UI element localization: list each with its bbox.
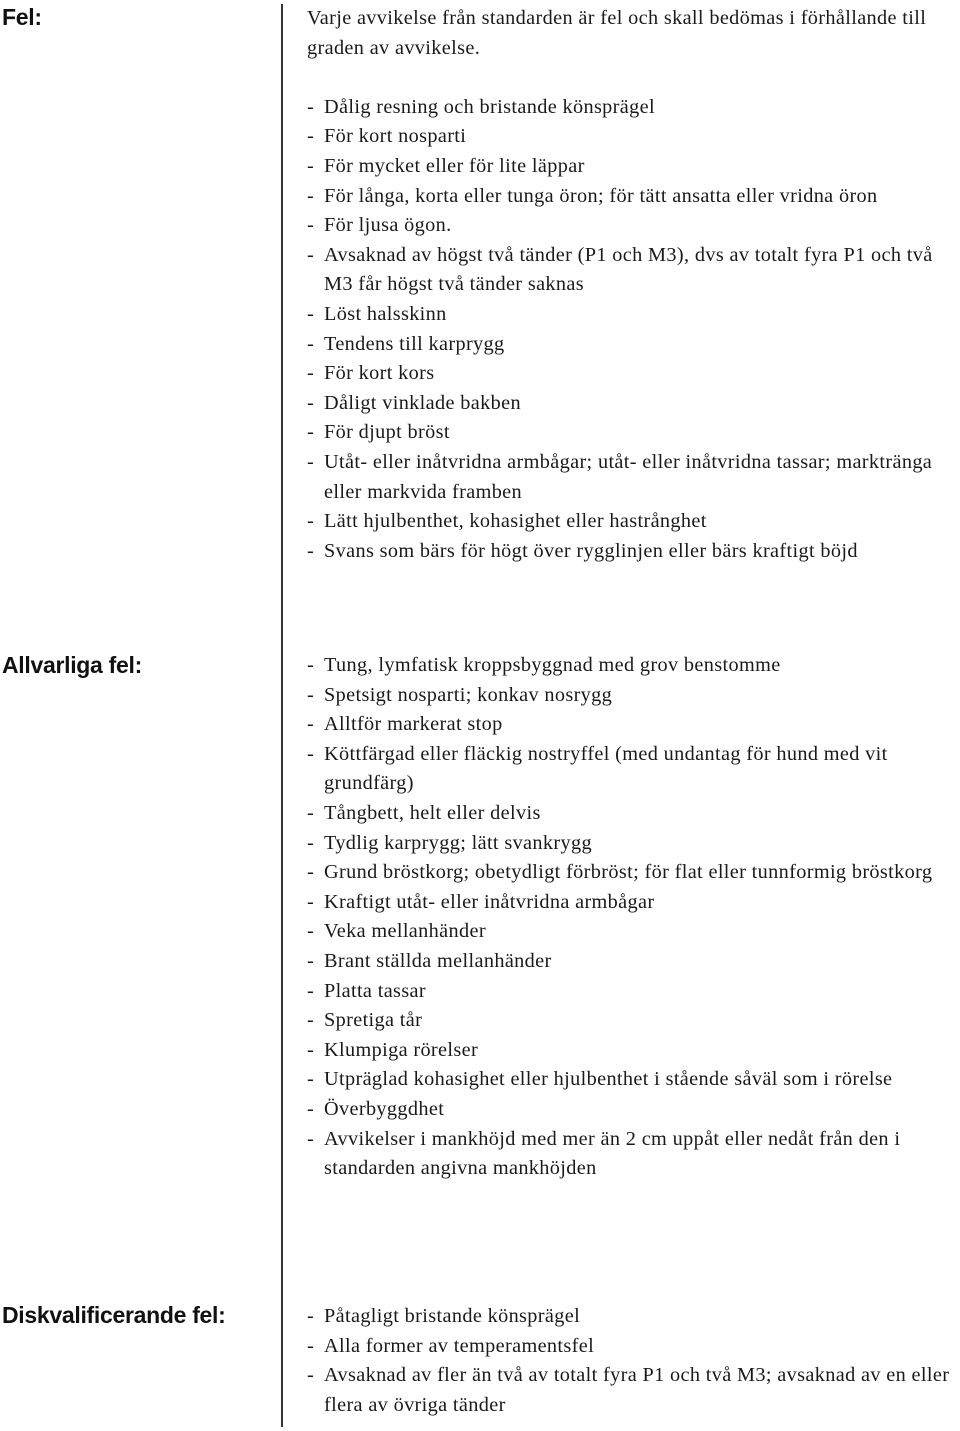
list-item: - Brant ställda mellanhänder <box>307 947 959 977</box>
list-item: - Lätt hjulbenthet, kohasighet eller hastrånghet <box>307 507 959 537</box>
section-content-diskvalificerande-fel <box>307 1302 959 1420</box>
list-item: - Avsaknad av fler än två av totalt fyra P1 och två M3; avsaknad av en eller flera av övriga tänder <box>307 1361 959 1420</box>
section-heading-diskvalificerande-fel: Diskvalificerande fel: <box>2 1302 226 1328</box>
list-item: - Dåligt vinklade bakben <box>307 389 959 419</box>
list-item: - För långa, korta eller tunga öron; för tätt ansatta eller vridna öron <box>307 182 959 212</box>
list-item: - Svans som bärs för högt över rygglinjen eller bärs kraftigt böjd <box>307 537 959 567</box>
list-item: - Alla former av temperamentsfel <box>307 1332 959 1362</box>
list-item: - Spretiga tår <box>307 1006 959 1036</box>
serious-fault-list <box>307 651 959 1184</box>
list-item: - Alltför markerat stop <box>307 710 959 740</box>
list-item: - Påtagligt bristande könsprägel <box>307 1302 959 1332</box>
list-item: - Överbyggdhet <box>307 1095 959 1125</box>
list-item: - Spetsigt nosparti; konkav nosrygg <box>307 681 959 711</box>
list-item: - Platta tassar <box>307 977 959 1007</box>
list-item: - Utåt- eller inåtvridna armbågar; utåt- eller inåtvridna tassar; markträngа eller markvida framben <box>307 448 959 507</box>
fault-list <box>307 93 959 567</box>
list-item: - Dålig resning och bristande könsprägel <box>307 93 959 123</box>
list-item: - Veka mellanhänder <box>307 917 959 947</box>
list-item: - För mycket eller för lite läppar <box>307 152 959 182</box>
column-divider <box>281 4 283 1427</box>
list-item: - Löst halsskinn <box>307 300 959 330</box>
section-heading-allvarliga-fel: Allvarliga fel: <box>2 652 142 678</box>
disqualifying-fault-list <box>307 1302 959 1420</box>
list-item: - Tendens till karprygg <box>307 330 959 360</box>
list-item: - Grund bröstkorg; obetydligt förbröst; för flat eller tunnformig bröstkorg <box>307 858 959 888</box>
list-item: - För kort kors <box>307 359 959 389</box>
list-item: - Avsaknad av högst två tänder (P1 och M3), dvs av totalt fyra P1 och två M3 får högst två tänder saknas <box>307 241 959 300</box>
section-intro: Varje avvikelse från standarden är fel och skall bedömas i förhållande till graden av avvikelse. <box>307 7 927 59</box>
list-item: - Kraftigt utåt- eller inåtvridna armbågar <box>307 888 959 918</box>
list-item: - För djupt bröst <box>307 418 959 448</box>
section-heading-fel: Fel: <box>2 4 42 30</box>
list-item: - Utpräglad kohasighet eller hjulbenthet i stående såväl som i rörelse <box>307 1065 959 1095</box>
list-item: - Klumpiga rörelser <box>307 1036 959 1066</box>
list-item: - Tångbett, helt eller delvis <box>307 799 959 829</box>
list-item: - Tydlig karprygg; lätt svankrygg <box>307 829 959 859</box>
section-content-allvarliga-fel <box>307 651 959 1184</box>
list-item: - Tung, lymfatisk kroppsbyggnad med grov benstomme <box>307 651 959 681</box>
list-item: - För ljusa ögon. <box>307 211 959 241</box>
section-content-fel <box>307 4 959 566</box>
list-item: - För kort nosparti <box>307 122 959 152</box>
list-item: - Avvikelser i mankhöjd med mer än 2 cm uppåt eller nedåt från den i standarden angivna mankhöjden <box>307 1125 959 1184</box>
list-item: - Köttfärgad eller fläckig nostryffel (med undantag för hund med vit grundfärg) <box>307 740 959 799</box>
